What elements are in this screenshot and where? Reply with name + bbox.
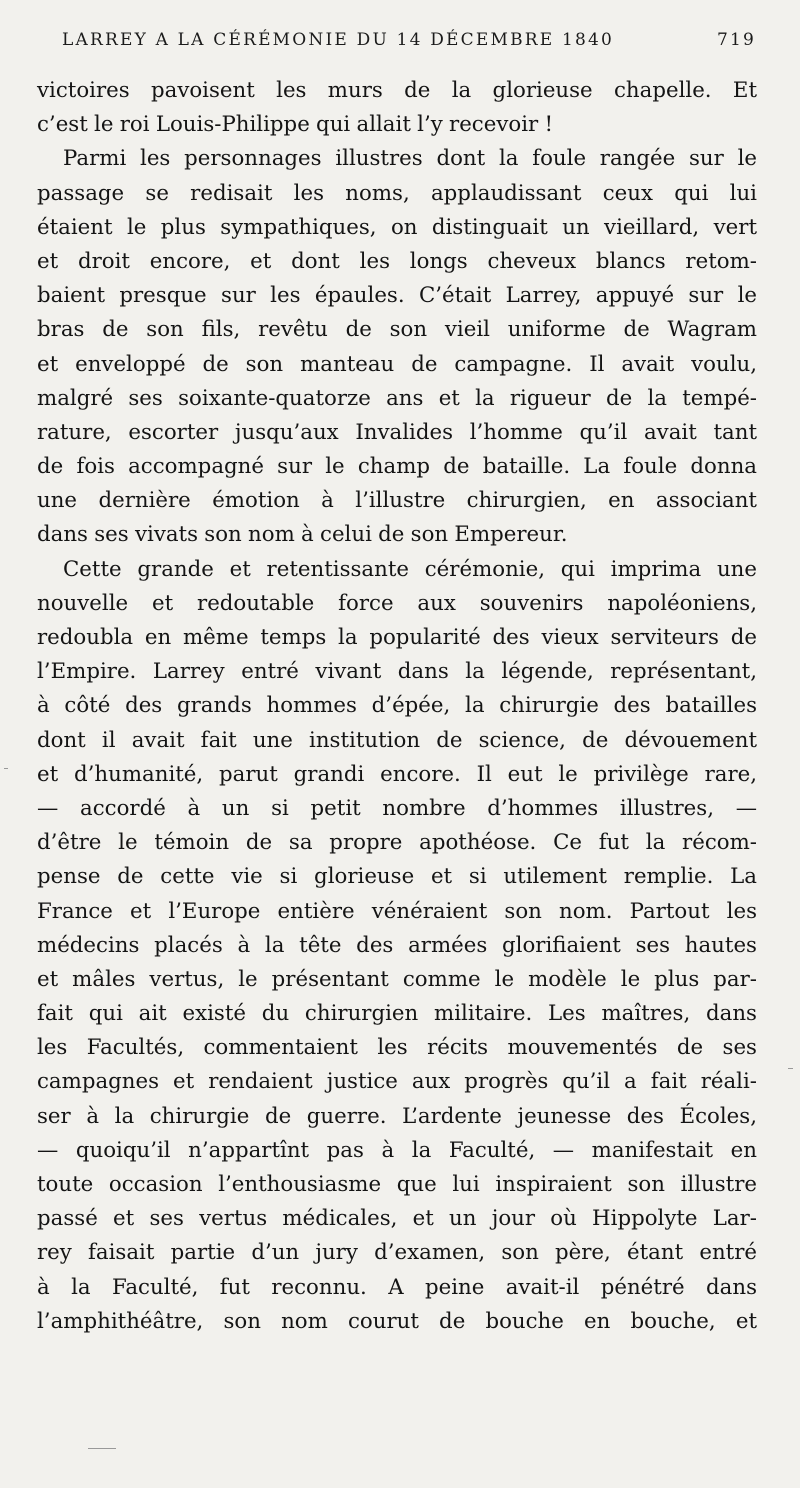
text-line: — quoiqu’il n’appartînt pas à la Faculté, — manifestait en: [37, 1137, 757, 1163]
text-line: bras de son fils, revêtu de son vieil uniforme de Wagram: [37, 317, 757, 343]
text-line: médecins placés à la tête des armées glorifiaient ses hautes: [37, 932, 757, 958]
body-text: [37, 74, 757, 1339]
text-line: et droit encore, et dont les longs cheveux blancs retom-: [37, 248, 757, 274]
scan-speck: [88, 1448, 116, 1449]
text-line: France et l’Europe entière vénéraient son nom. Partout les: [37, 898, 757, 924]
scan-speck: [788, 1068, 793, 1069]
text-line: une dernière émotion à l’illustre chirurgien, en associant: [37, 488, 757, 514]
scan-speck: [4, 768, 8, 769]
text-line: à la Faculté, fut reconnu. A peine avait-il pénétré dans: [37, 1274, 757, 1300]
text-line: passé et ses vertus médicales, et un jour où Hippolyte Lar-: [37, 1206, 757, 1232]
text-line: toute occasion l’enthousiasme que lui inspiraient son illustre: [37, 1172, 757, 1197]
text-line: à côté des grands hommes d’épée, la chirurgie des batailles: [37, 693, 757, 719]
text-line: et d’humanité, parut grandi encore. Il eut le privilège rare,: [37, 761, 757, 787]
text-line: dont il avait fait une institution de science, de dévouement: [37, 727, 757, 753]
text-line: passage se redisait les noms, applaudissant ceux qui lui: [37, 180, 757, 206]
text-line: c’est le roi Louis-Philippe qui allait l’y recevoir !: [37, 112, 554, 138]
text-line: l’amphithéâtre, son nom courut de bouche en bouche, et: [37, 1308, 757, 1334]
page-number: 719: [716, 30, 756, 50]
running-head: [62, 30, 756, 50]
text-line: et enveloppé de son manteau de campagne. Il avait voulu,: [37, 351, 757, 377]
text-line: dans ses vivats son nom à celui de son Empereur.: [37, 522, 568, 548]
text-line: d’être le témoin de sa propre apothéose. Ce fut la récom-: [37, 830, 757, 856]
text-line: rature, escorter jusqu’aux Invalides l’homme qu’il avait tant: [37, 419, 757, 445]
text-line: et mâles vertus, le présentant comme le modèle le plus par-: [37, 966, 757, 992]
text-line: campagnes et rendaient justice aux progrès qu’il a fait réali-: [37, 1069, 757, 1095]
text-line: Parmi les personnages illustres dont la foule rangée sur le: [63, 146, 757, 172]
text-line: Cette grande et retentissante cérémonie, qui imprima une: [63, 556, 757, 582]
text-line: — accordé à un si petit nombre d’hommes illustres, —: [37, 795, 757, 821]
text-line: nouvelle et redoutable force aux souvenirs napoléoniens,: [37, 590, 757, 616]
text-line: les Facultés, commentaient les récits mouvementés de ses: [37, 1035, 757, 1061]
text-line: de fois accompagné sur le champ de bataille. La foule donna: [37, 454, 757, 480]
text-line: ser à la chirurgie de guerre. L’ardente jeunesse des Écoles,: [37, 1103, 757, 1129]
text-line: étaient le plus sympathiques, on distinguait un vieillard, vert: [37, 214, 757, 240]
text-line: l’Empire. Larrey entré vivant dans la légende, représentant,: [37, 659, 757, 685]
text-line: redoubla en même temps la popularité des vieux serviteurs de: [37, 625, 757, 650]
running-title: LARREY A LA CÉRÉMONIE DU 14 DÉCEMBRE 1840: [62, 30, 615, 50]
text-line: pense de cette vie si glorieuse et si utilement remplie. La: [37, 864, 757, 890]
text-line: fait qui ait existé du chirurgien militaire. Les maîtres, dans: [37, 1001, 757, 1027]
text-line: baient presque sur les épaules. C’était Larrey, appuyé sur le: [37, 283, 757, 309]
text-line: malgré ses soixante-quatorze ans et la rigueur de la tempé-: [37, 385, 757, 411]
text-line: rey faisait partie d’un jury d’examen, son père, étant entré: [37, 1240, 757, 1266]
text-line: victoires pavoisent les murs de la glorieuse chapelle. Et: [37, 78, 757, 103]
